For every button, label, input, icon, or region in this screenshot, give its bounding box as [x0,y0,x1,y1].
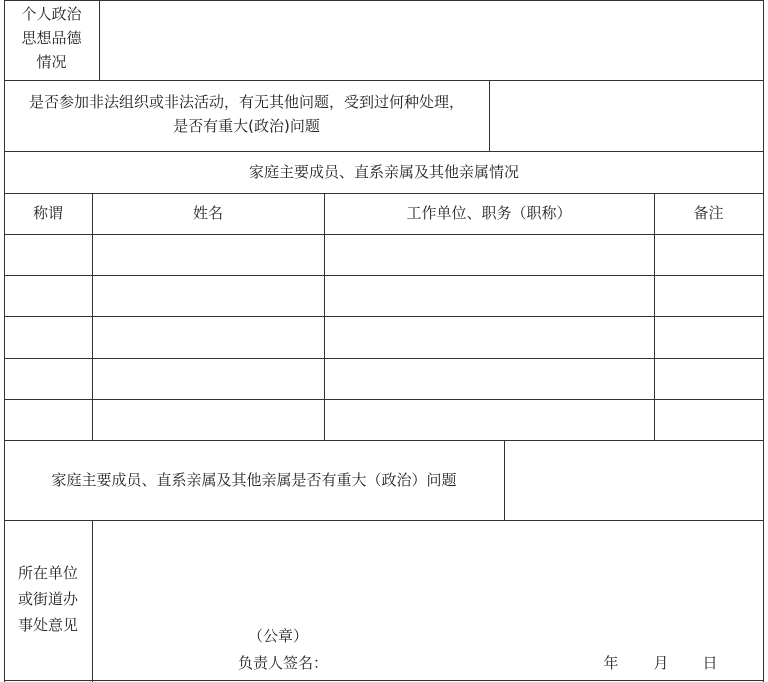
cell-title[interactable] [5,317,92,358]
political-label [4,2,99,74]
rule-below-family-title [4,193,764,194]
opinion-label-line-1: 所在单位 [17,564,78,582]
political-value-field[interactable] [100,1,763,80]
opinion-label-line-2: 或街道办 [17,590,78,608]
cell-name[interactable] [93,276,324,316]
illegal-question [4,90,489,138]
cell-employer[interactable] [325,359,654,399]
date-day-label: 日 [702,654,718,672]
cell-name[interactable] [93,317,324,358]
cell-remarks[interactable] [655,276,763,316]
family-political-answer-field[interactable] [505,441,763,520]
rule-bottom [4,680,764,681]
rule-right [763,0,764,682]
cell-employer[interactable] [325,235,654,275]
illegal-question-line-1: 是否参加非法组织或非法活动，有无其他问题，受到过何种处理， [28,93,464,111]
cell-name[interactable] [93,235,324,275]
cell-title[interactable] [5,359,92,399]
date-year-label: 年 [603,654,619,672]
cell-remarks[interactable] [655,317,763,358]
signer-label: 负责人签名： [238,654,329,672]
political-label-line-2: 思想品德 [21,29,82,47]
cell-employer[interactable] [325,317,654,358]
family-section-title: 家庭主要成员、直系亲属及其他亲属情况 [248,163,519,181]
cell-remarks[interactable] [655,235,763,275]
official-seal-label: （公章） [247,627,308,645]
cell-remarks[interactable] [655,359,763,399]
cell-title[interactable] [5,276,92,316]
column-header-employer: 工作单位、职务（职称） [406,204,572,222]
cell-name[interactable] [93,400,324,440]
column-header-remarks: 备注 [693,204,724,222]
column-header-name: 姓名 [192,204,223,222]
illegal-answer-field[interactable] [490,81,763,151]
date-month-label: 月 [653,654,669,672]
opinion-label-line-3: 事处意见 [17,616,78,634]
cell-employer[interactable] [325,276,654,316]
column-header-title: 称谓 [32,204,63,222]
opinion-label [4,560,92,638]
cell-remarks[interactable] [655,400,763,440]
cell-title[interactable] [5,400,92,440]
cell-name[interactable] [93,359,324,399]
political-label-line-3: 情况 [36,53,67,71]
cell-employer[interactable] [325,400,654,440]
family-political-question: 家庭主要成员、直系亲属及其他亲属是否有重大（政治）问题 [51,471,457,489]
rule-below-illegal [4,151,764,152]
illegal-question-line-2: 是否有重大(政治)问题 [173,117,320,135]
political-label-line-1: 个人政治 [21,5,82,23]
cell-title[interactable] [5,235,92,275]
